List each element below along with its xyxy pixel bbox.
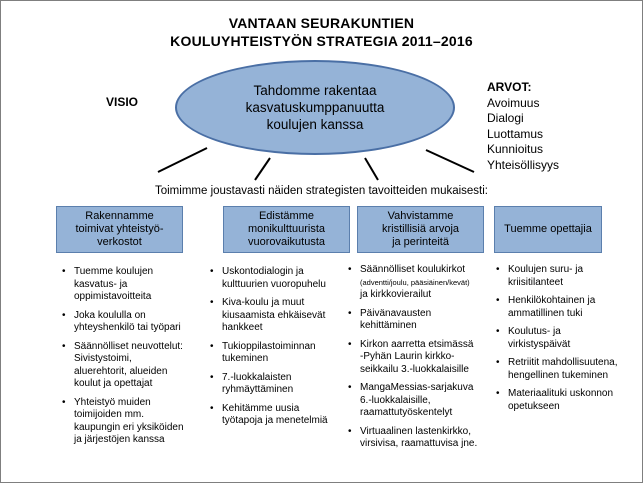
list-item: • Kirkon aarretta etsimässä -Pyhän Laurin kirkko- seikkailu 3.-luokkalaisille: [348, 339, 498, 377]
list-item: • Tuemme koulujen kasvatus- ja oppimistavoitteita: [62, 266, 212, 304]
goal-box-teachers: Tuemme opettajia: [494, 206, 602, 253]
list-item: • Joka koululla on yhteyshenkilö tai työpari: [62, 310, 212, 335]
value-item: Yhteisöllisyys: [487, 157, 560, 172]
value-item: Avoimuus: [487, 95, 540, 110]
value-item: Luottamus: [487, 126, 544, 141]
list-item: • 7.-luokkalaisten ryhmäyttäminen: [210, 372, 350, 397]
list-item: • Säännölliset neuvottelut: Sivistystoimi, aluerehtorit, alueiden koulut ja opettajat: [62, 341, 212, 391]
list-item: • Materiaalituki uskonnon opetukseen: [496, 388, 636, 413]
list-item: • Retriitit mahdollisuutena, hengellinen tukeminen: [496, 357, 636, 382]
vision-text: Tahdomme rakentaa kasvatuskumppanuutta koulujen kanssa: [245, 83, 385, 132]
list-item: • Koulujen suru- ja kriisitilanteet: [496, 264, 636, 289]
list-item: • MangaMessias-sarjakuva 6.-luokkalaisille, raamattutyöskentelyt: [348, 382, 498, 420]
goal-box-christian-values: Vahvistamme kristillisiä arvoja ja perinteitä: [357, 206, 484, 253]
list-item: • Kiva-koulu ja muut kiusaamista ehkäisevät hankkeet: [210, 297, 350, 335]
list-item: [348, 264, 498, 302]
connector-line: [158, 148, 207, 172]
goal-list-multicultural: [210, 266, 350, 434]
list-item: • Koulutus- ja virkistyspäivät: [496, 326, 636, 351]
list-item: • Päivänavausten kehittäminen: [348, 308, 498, 333]
goal-list-teachers: [496, 264, 636, 419]
connector-line: [365, 158, 378, 180]
list-item: • Yhteistyö muiden toimijoiden mm. kaupungin eri yksiköiden ja järjestöjen kanssa: [62, 397, 212, 447]
list-item: • Virtuaalinen lastenkirkko, virsivisa, raamattuvisa jne.: [348, 426, 498, 451]
values-heading: ARVOT:: [487, 80, 532, 94]
connector-line: [426, 150, 474, 172]
list-item: • Kehitämme uusia työtapoja ja menetelmiä: [210, 403, 350, 428]
koulukirkot-tail: ja kirkkovierailut: [360, 289, 432, 300]
value-item: Dialogi: [487, 111, 524, 125]
title-line-1: VANTAAN SEURAKUNTIEN: [228, 15, 415, 31]
intro-text: Toimimme joustavasti näiden strategisten tavoitteiden mukaisesti:: [154, 185, 489, 197]
goal-box-networks: Rakennamme toimivat yhteistyö- verkostot: [56, 206, 183, 253]
list-item: • Henkilökohtainen ja ammatillinen tuki: [496, 295, 636, 320]
list-item: • Tukioppilastoiminnan tukeminen: [210, 341, 350, 366]
connector-line: [255, 158, 270, 180]
list-item: • Uskontodialogin ja kulttuurien vuoropuhelu: [210, 266, 350, 291]
goal-list-christian-values: [348, 264, 498, 457]
title-line-2: KOULUYHTEISTYÖN STRATEGIA 2011–2016: [170, 33, 473, 49]
list-item-text: Säännölliset koulukirkot: [360, 264, 466, 275]
visio-label: VISIO: [106, 95, 139, 109]
koulukirkot-note: (adventti/joulu, pääsiäinen/kevät): [360, 277, 470, 287]
goal-box-multicultural: Edistämme monikulttuurista vuorovaikutusta: [223, 206, 350, 253]
goal-list-networks: [62, 266, 212, 453]
value-item: Kunnioitus: [487, 142, 544, 156]
